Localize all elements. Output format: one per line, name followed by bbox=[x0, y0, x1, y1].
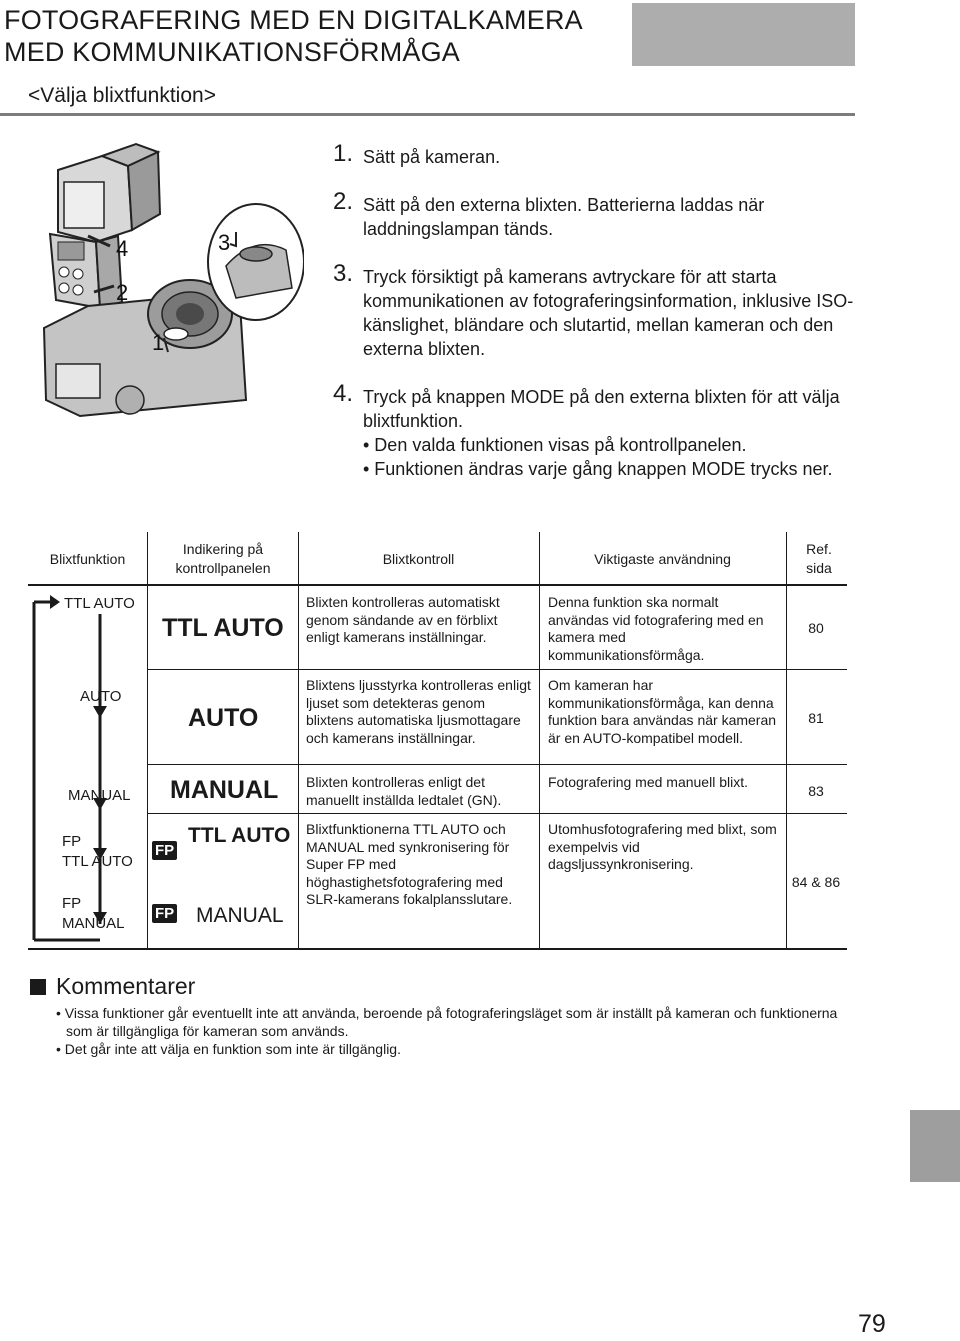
function-fp-manual bbox=[62, 894, 125, 934]
title-line-1: FOTOGRAFERING MED EN DIGITALKAMERA bbox=[4, 5, 583, 35]
control-cell: Blixtfunktionerna TTL AUTO och MANUAL med synkronisering för Super FP med höghastighetsfotografering med SLR-kamerans fokalplansslutare. bbox=[306, 821, 513, 907]
fp-badge bbox=[152, 841, 177, 860]
usage-cell: Fotografering med manuell blixt. bbox=[548, 774, 748, 790]
header-usage: Viktigaste användning bbox=[594, 551, 731, 567]
usage-cell: Om kameran har kommunikationsförmåga, kan denna funktion bara användas när kameran är en AUTO-kompatibel modell. bbox=[548, 677, 777, 746]
step-bullet: • Funktionen ändras varje gång knappen MODE trycks ner. bbox=[363, 459, 833, 479]
step-number: 3. bbox=[333, 260, 354, 287]
step-text: Tryck på knappen MODE på den externa blixten för att välja blixtfunktion. bbox=[363, 387, 840, 431]
step-text: Sätt på kameran. bbox=[363, 147, 501, 167]
header-ref: Ref. sida bbox=[806, 541, 832, 576]
fp-badge-label: FP bbox=[152, 904, 177, 923]
camera-flash-illustration bbox=[40, 138, 304, 418]
row-divider bbox=[147, 669, 847, 670]
function-fp-label: FP bbox=[62, 833, 82, 850]
comment-item: • Vissa funktioner går eventuellt inte att använda, beroende på fotograferingsläget som är inställt på kameran och funktionerna som är tillgängliga för kameran som används. bbox=[56, 1005, 838, 1039]
header-divider bbox=[0, 113, 855, 116]
ref-page: 83 bbox=[808, 783, 824, 799]
header-function: Blixtfunktion bbox=[49, 551, 126, 567]
function-auto: AUTO bbox=[80, 688, 122, 705]
function-manual-label: MANUAL bbox=[62, 915, 125, 932]
illustration-label-3: 3 bbox=[218, 230, 231, 255]
page-number: 79 bbox=[858, 1310, 886, 1338]
function-manual: MANUAL bbox=[68, 787, 131, 804]
step-3 bbox=[333, 260, 873, 361]
side-tab bbox=[910, 1110, 960, 1182]
usage-cell: Utomhusfotografering med blixt, som exempelvis vid dagsljussynkronisering. bbox=[548, 821, 777, 872]
comments-heading-text: Kommentarer bbox=[56, 973, 196, 999]
indicator-fp-ttl-auto: TTL AUTO bbox=[188, 824, 291, 847]
table-header-rule bbox=[28, 584, 847, 586]
flash-mode-table bbox=[28, 532, 847, 950]
step-text: Tryck försiktigt på kamerans avtryckare för att starta kommunikationen av fotograferingsinformation, inklusive ISO-känslighet, bländare och slutartid, mellan kameran och den externa blixten. bbox=[363, 267, 854, 359]
fp-badge bbox=[152, 904, 177, 923]
row-divider bbox=[147, 764, 847, 765]
illustration-label-1: 1 bbox=[152, 330, 165, 355]
comment-item: • Det går inte att välja en funktion som inte är tillgänglig. bbox=[56, 1041, 401, 1057]
step-2 bbox=[333, 188, 873, 241]
step-4 bbox=[333, 380, 873, 481]
indicator-auto: AUTO bbox=[188, 704, 259, 732]
column-divider bbox=[539, 532, 540, 950]
procedure-steps bbox=[333, 140, 873, 505]
step-number: 4. bbox=[333, 380, 354, 407]
function-fp-ttl-auto bbox=[62, 832, 133, 872]
section-subtitle: <Välja blixtfunktion> bbox=[28, 84, 216, 107]
header-control: Blixtkontroll bbox=[382, 551, 455, 567]
indicator-ttl-auto: TTL AUTO bbox=[162, 614, 284, 642]
title-line-2: MED KOMMUNIKATIONSFÖRMÅGA bbox=[4, 37, 461, 67]
step-1 bbox=[333, 140, 873, 169]
function-ttl-auto-label: TTL AUTO bbox=[62, 853, 133, 870]
heading-square-icon bbox=[30, 979, 46, 995]
function-ttl-auto: TTL AUTO bbox=[64, 595, 135, 612]
column-divider bbox=[298, 532, 299, 950]
table-bottom-rule bbox=[28, 948, 847, 950]
row-divider bbox=[147, 813, 847, 814]
fp-badge-label: FP bbox=[152, 841, 177, 860]
page-title bbox=[4, 4, 624, 68]
indicator-manual: MANUAL bbox=[170, 776, 279, 804]
step-text: Sätt på den externa blixten. Batterierna laddas när laddningslampan tänds. bbox=[363, 195, 765, 239]
control-cell: Blixtens ljusstyrka kontrolleras enligt ljuset som detekteras genom blixtens automatiska ljusmottagare och kamerans inställningar. bbox=[306, 677, 531, 746]
usage-cell: Denna funktion ska normalt användas vid fotografering med en kamera med kommunikationsförmåga. bbox=[548, 594, 764, 663]
ref-page: 80 bbox=[808, 620, 824, 636]
header-indicator: Indikering på kontrollpanelen bbox=[175, 541, 271, 576]
control-cell: Blixten kontrolleras automatiskt genom sändande av en förblixt enligt kamerans inställningar. bbox=[306, 594, 500, 645]
comments-heading bbox=[30, 973, 195, 1000]
chapter-tab bbox=[632, 3, 855, 66]
column-divider bbox=[147, 532, 148, 950]
control-cell: Blixten kontrolleras enligt det manuellt inställda ledtalet (GN). bbox=[306, 774, 502, 808]
step-number: 2. bbox=[333, 188, 354, 215]
illustration-label-2: 2 bbox=[116, 280, 129, 305]
step-bullet: • Den valda funktionen visas på kontrollpanelen. bbox=[363, 435, 747, 455]
ref-page: 81 bbox=[808, 710, 824, 726]
function-fp-label: FP bbox=[62, 895, 82, 912]
ref-page: 84 & 86 bbox=[791, 874, 841, 890]
comments-list bbox=[56, 1004, 846, 1058]
step-number: 1. bbox=[333, 140, 354, 167]
indicator-fp-manual: MANUAL bbox=[196, 904, 284, 927]
illustration-label-4: 4 bbox=[116, 236, 129, 261]
